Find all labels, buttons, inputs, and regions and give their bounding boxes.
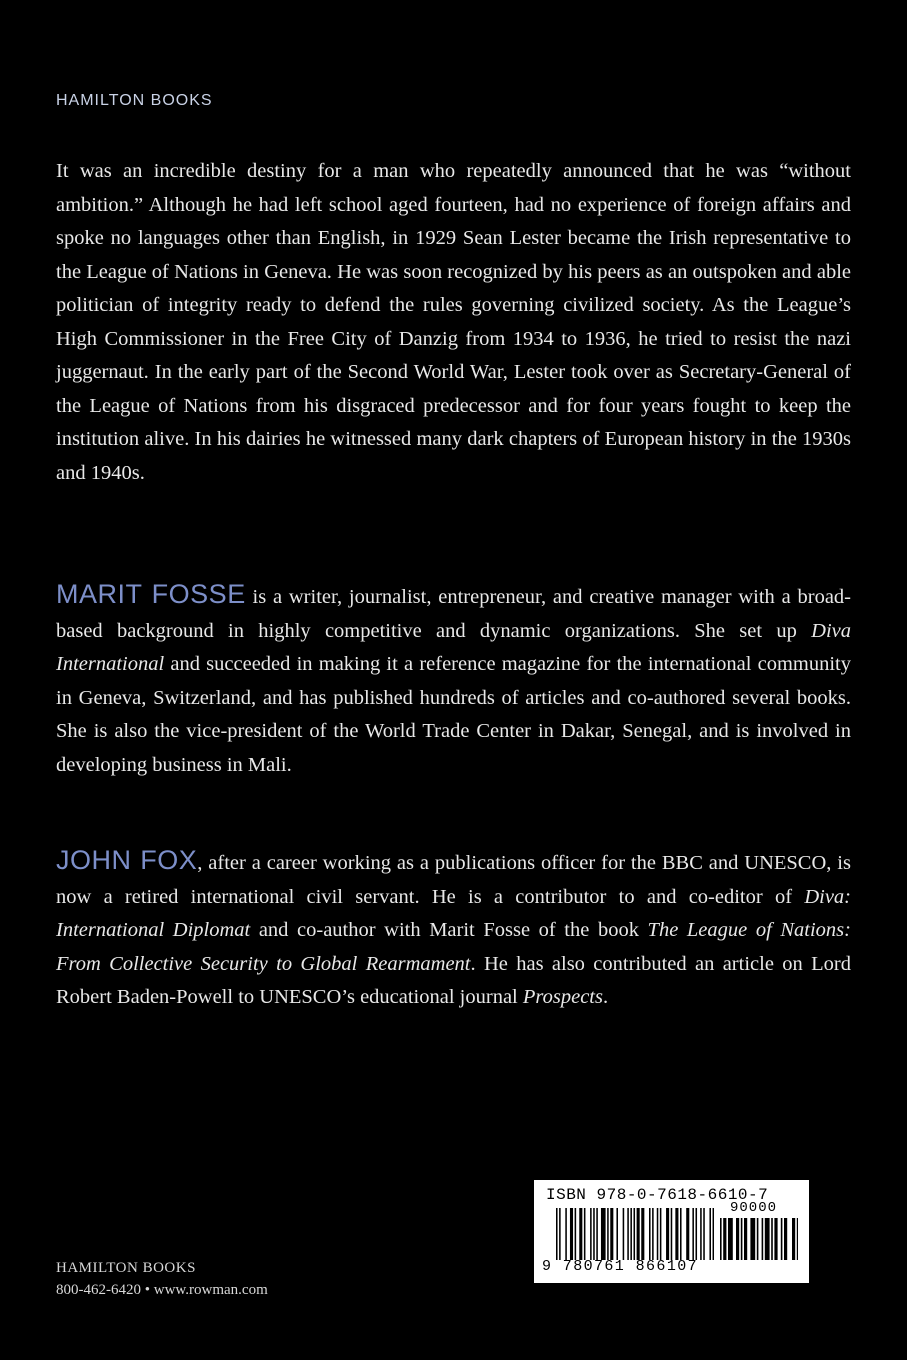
publisher-name: HAMILTON BOOKS [56,1260,196,1276]
barcode-bar [675,1208,678,1260]
barcode-bar [720,1218,722,1260]
barcode-bar [666,1208,669,1260]
barcode-bar [696,1208,698,1260]
barcode-bar [771,1218,773,1260]
barcode-bar [713,1208,714,1260]
barcode-bar [792,1218,795,1260]
bio-text: and co-author with Marit Fosse of the book [250,919,648,941]
publisher-imprint-top: HAMILTON BOOKS [56,92,213,109]
barcode-bar [596,1208,598,1260]
barcode-bar [623,1208,625,1260]
publication-title: Diva International [56,619,851,675]
barcode-bar [634,1208,636,1260]
barcode-bar [680,1208,682,1260]
bio-text: . [602,986,609,1008]
barcode-bar [784,1218,787,1260]
barcode-bar [736,1218,739,1260]
barcode-bar [570,1208,573,1260]
author-bio-marit-fosse [56,578,851,782]
barcode-bar [797,1218,798,1260]
barcode-bars [556,1208,714,1260]
bio-text: and succeeded in making it a reference magazine for the international community in Geneva, Switzerland, and has published hundreds of articles and co-authored several books. She is also the vice-president of the World Trade Center in Dakar, Senegal, and is involved in developing business in Mali. [56,653,851,776]
barcode-bar [593,1208,595,1260]
isbn-label: ISBN 978-0-7618-6610-7 [546,1186,769,1204]
barcode-digits: 9 780761 866107 [542,1258,699,1275]
barcode-bar [579,1208,582,1260]
barcode-bar [709,1208,711,1260]
author-bio-john-fox [56,844,851,1015]
barcode-bar [741,1218,743,1260]
barcode-bar [703,1208,705,1260]
bio-text: . He has also contributed an article on Lord Robert Baden-Powell to UNESCO’s educational journal [56,952,851,1008]
author-name-marit-fosse: MARIT FOSSE [56,579,246,609]
bio-text: , after a career working as a publications officer for the BBC and UNESCO, is now a retired international civil servant. He is a contributor to and co-editor of [56,852,851,908]
barcode-bar [607,1208,609,1260]
barcode-bar [686,1208,689,1260]
bio-text: is a writer, journalist, entrepreneur, and creative manager with a broad-based background in highly competitive and dynamic organizations. She set up [56,586,851,642]
addon-barcode-bars [720,1218,798,1260]
barcode-bar [556,1208,558,1260]
isbn-barcode [534,1180,809,1283]
barcode-bar [728,1218,733,1260]
barcode-bar [750,1218,755,1260]
publisher-contact: 800-462-6420 • www.rowman.com [56,1282,268,1298]
barcode-bar [660,1208,662,1260]
barcode-bar [616,1208,618,1260]
barcode-bar [692,1208,694,1260]
publication-title: Diva: International Diplomat [56,885,851,941]
barcode-bar [565,1208,567,1260]
barcode-bar [757,1218,759,1260]
barcode-bar [575,1208,577,1260]
barcode-bar [637,1208,640,1260]
barcode-bar [781,1218,783,1260]
barcode-bar [744,1218,747,1260]
barcode-bar [671,1208,673,1260]
addon-digits: 90000 [730,1200,778,1216]
barcode-bar [723,1218,726,1260]
book-title: The League of Nations: From Collective Security to Global Rearmament [56,919,851,975]
barcode-bar [762,1218,764,1260]
publisher-info [56,1257,268,1301]
barcode-bar [630,1208,632,1260]
barcode-bar [765,1218,770,1260]
barcode-bar [700,1208,702,1260]
barcode-bar [652,1208,654,1260]
barcode-bar [657,1208,659,1260]
barcode-bar [584,1208,586,1260]
author-name-john-fox: JOHN FOX [56,845,198,875]
barcode-bar [590,1208,592,1260]
barcode-bar [774,1218,777,1260]
barcode-bar [649,1208,651,1260]
barcode-bar [610,1208,613,1260]
barcode-bar [559,1208,561,1260]
barcode-bar [641,1208,644,1260]
book-synopsis: It was an incredible destiny for a man who repeatedly announced that he was “without ambition.” Although he had left school aged fourteen, had no experience of foreign affairs and spoke no languages other than English, in 1929 Sean Lester became the Irish representative to the League of Nations in Geneva. He was soon recognized by his peers as an outspoken and able politician of integrity ready to defend the rules governing civilized society. As the League’s High Commissioner in the Free City of Danzig from 1934 to 1936, he tried to resist the nazi juggernaut. In the early part of the Second World War, Lester took over as Secretary-General of the League of Nations from his disgraced predecessor and for four years fought to keep the institution alive. In his dairies he witnessed many dark chapters of European history in the 1930s and 1940s. [56,160,851,484]
barcode-bar [627,1208,629,1260]
barcode-bar [601,1208,606,1260]
journal-title: Prospects [522,986,603,1008]
